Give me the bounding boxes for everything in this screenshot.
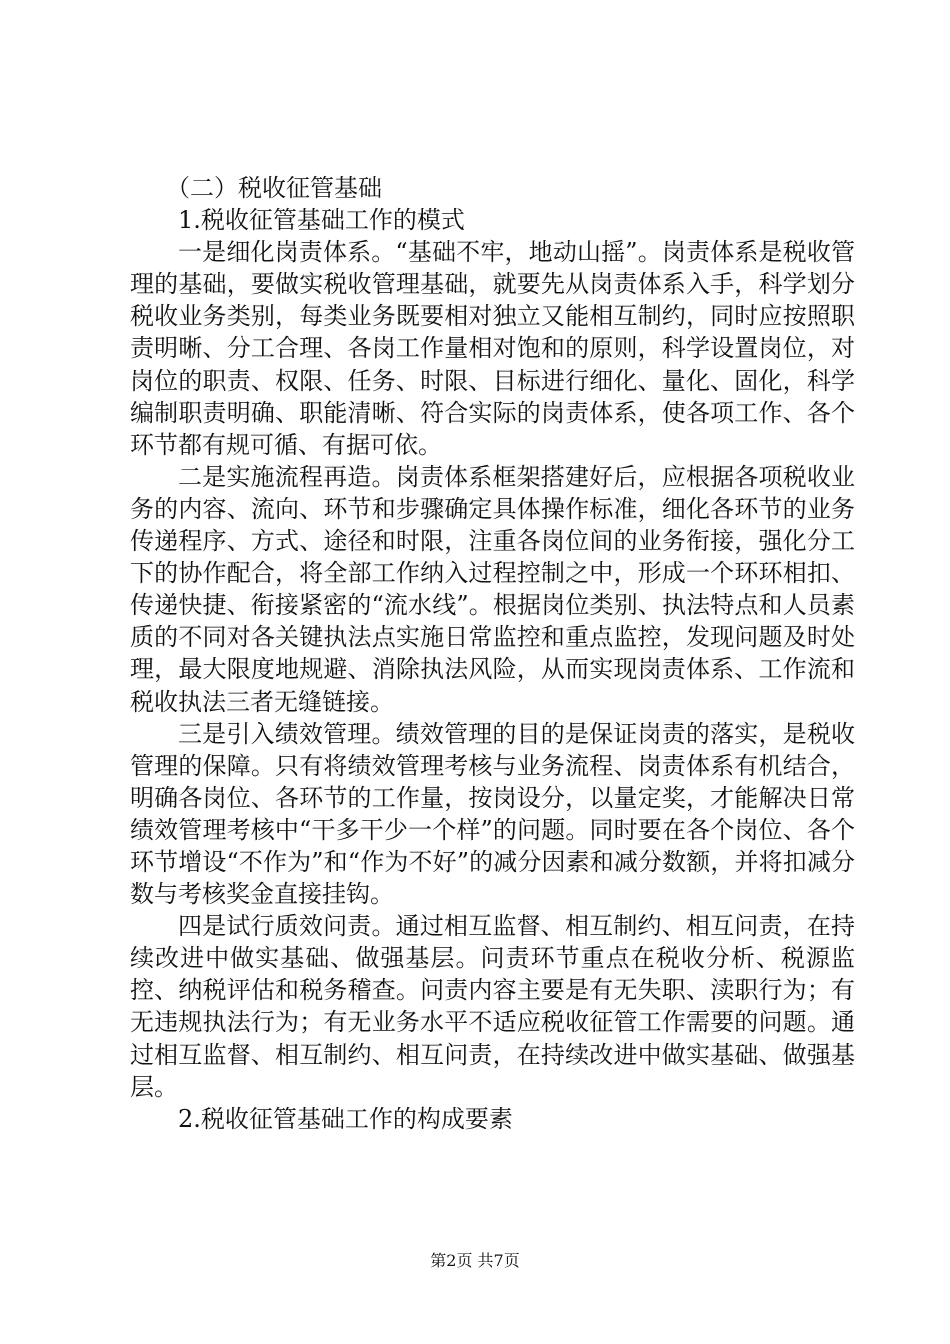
paragraph-post-responsibility: 一是细化岗责体系。“基础不牢，地动山摇”。岗责体系是税收管理的基础，要做实税收管理基础，就要先从岗责体系入手，科学划分税收业务类别，每类业务既要相对独立又能相互制约，同时应按照职责明晰、分工合理、各岗工作量相对饱和的原则，科学设置岗位，对岗位的职责、权限、任务、时限、目标进行细化、量化、固化，科学编制职责明确、职能清晰、符合实际的岗责体系，使各项工作、各个环节都有规可循、有据可依。 [130,238,855,459]
page-number-footer: 第2页 共7页 [430,1251,520,1270]
document-body [130,172,855,1135]
subheading-elements: 2.税收征管基础工作的构成要素 [178,1104,513,1133]
paragraph-accountability: 四是试行质效问责。通过相互监督、相互制约、相互问责，在持续改进中做实基础、做强基层。问责环节重点在税收分析、税源监控、纳税评估和税务稽查。问责内容主要是有无失职、渎职行为；有无违规执法行为；有无业务水平不适应税收征管工作需要的问题。通过相互监督、相互制约、相互问责，在持续改进中做实基础、做强基层。 [130,912,855,1101]
subheading-mode: 1.税收征管基础工作的模式 [178,206,465,235]
section-heading: （二）税收征管基础 [166,174,382,202]
paragraph-process-reengineering: 二是实施流程再造。岗责体系框架搭建好后，应根据各项税收业务的内容、流向、环节和步骤确定具体操作标准，细化各环节的业务传递程序、方式、途径和时限，注重各岗位间的业务衔接，强化分工下的协作配合，将全部工作纳入过程控制之中，形成一个环环相扣、传递快捷、衔接紧密的“流水线”。根据岗位类别、执法特点和人员素质的不同对各关键执法点实施日常监控和重点监控，发现问题及时处理，最大限度地规避、消除执法风险，从而实现岗责体系、工作流和税收执法三者无缝链接。 [130,462,855,716]
paragraph-performance-management: 三是引入绩效管理。绩效管理的目的是保证岗责的落实，是税收管理的保障。只有将绩效管理考核与业务流程、岗责体系有机结合，明确各岗位、各环节的工作量，按岗设分，以量定奖，才能解决日常绩效管理考核中“干多干少一个样”的问题。同时要在各个岗位、各个环节增设“不作为”和“作为不好”的减分因素和减分数额，并将扣减分数与考核奖金直接挂钩。 [130,719,855,909]
